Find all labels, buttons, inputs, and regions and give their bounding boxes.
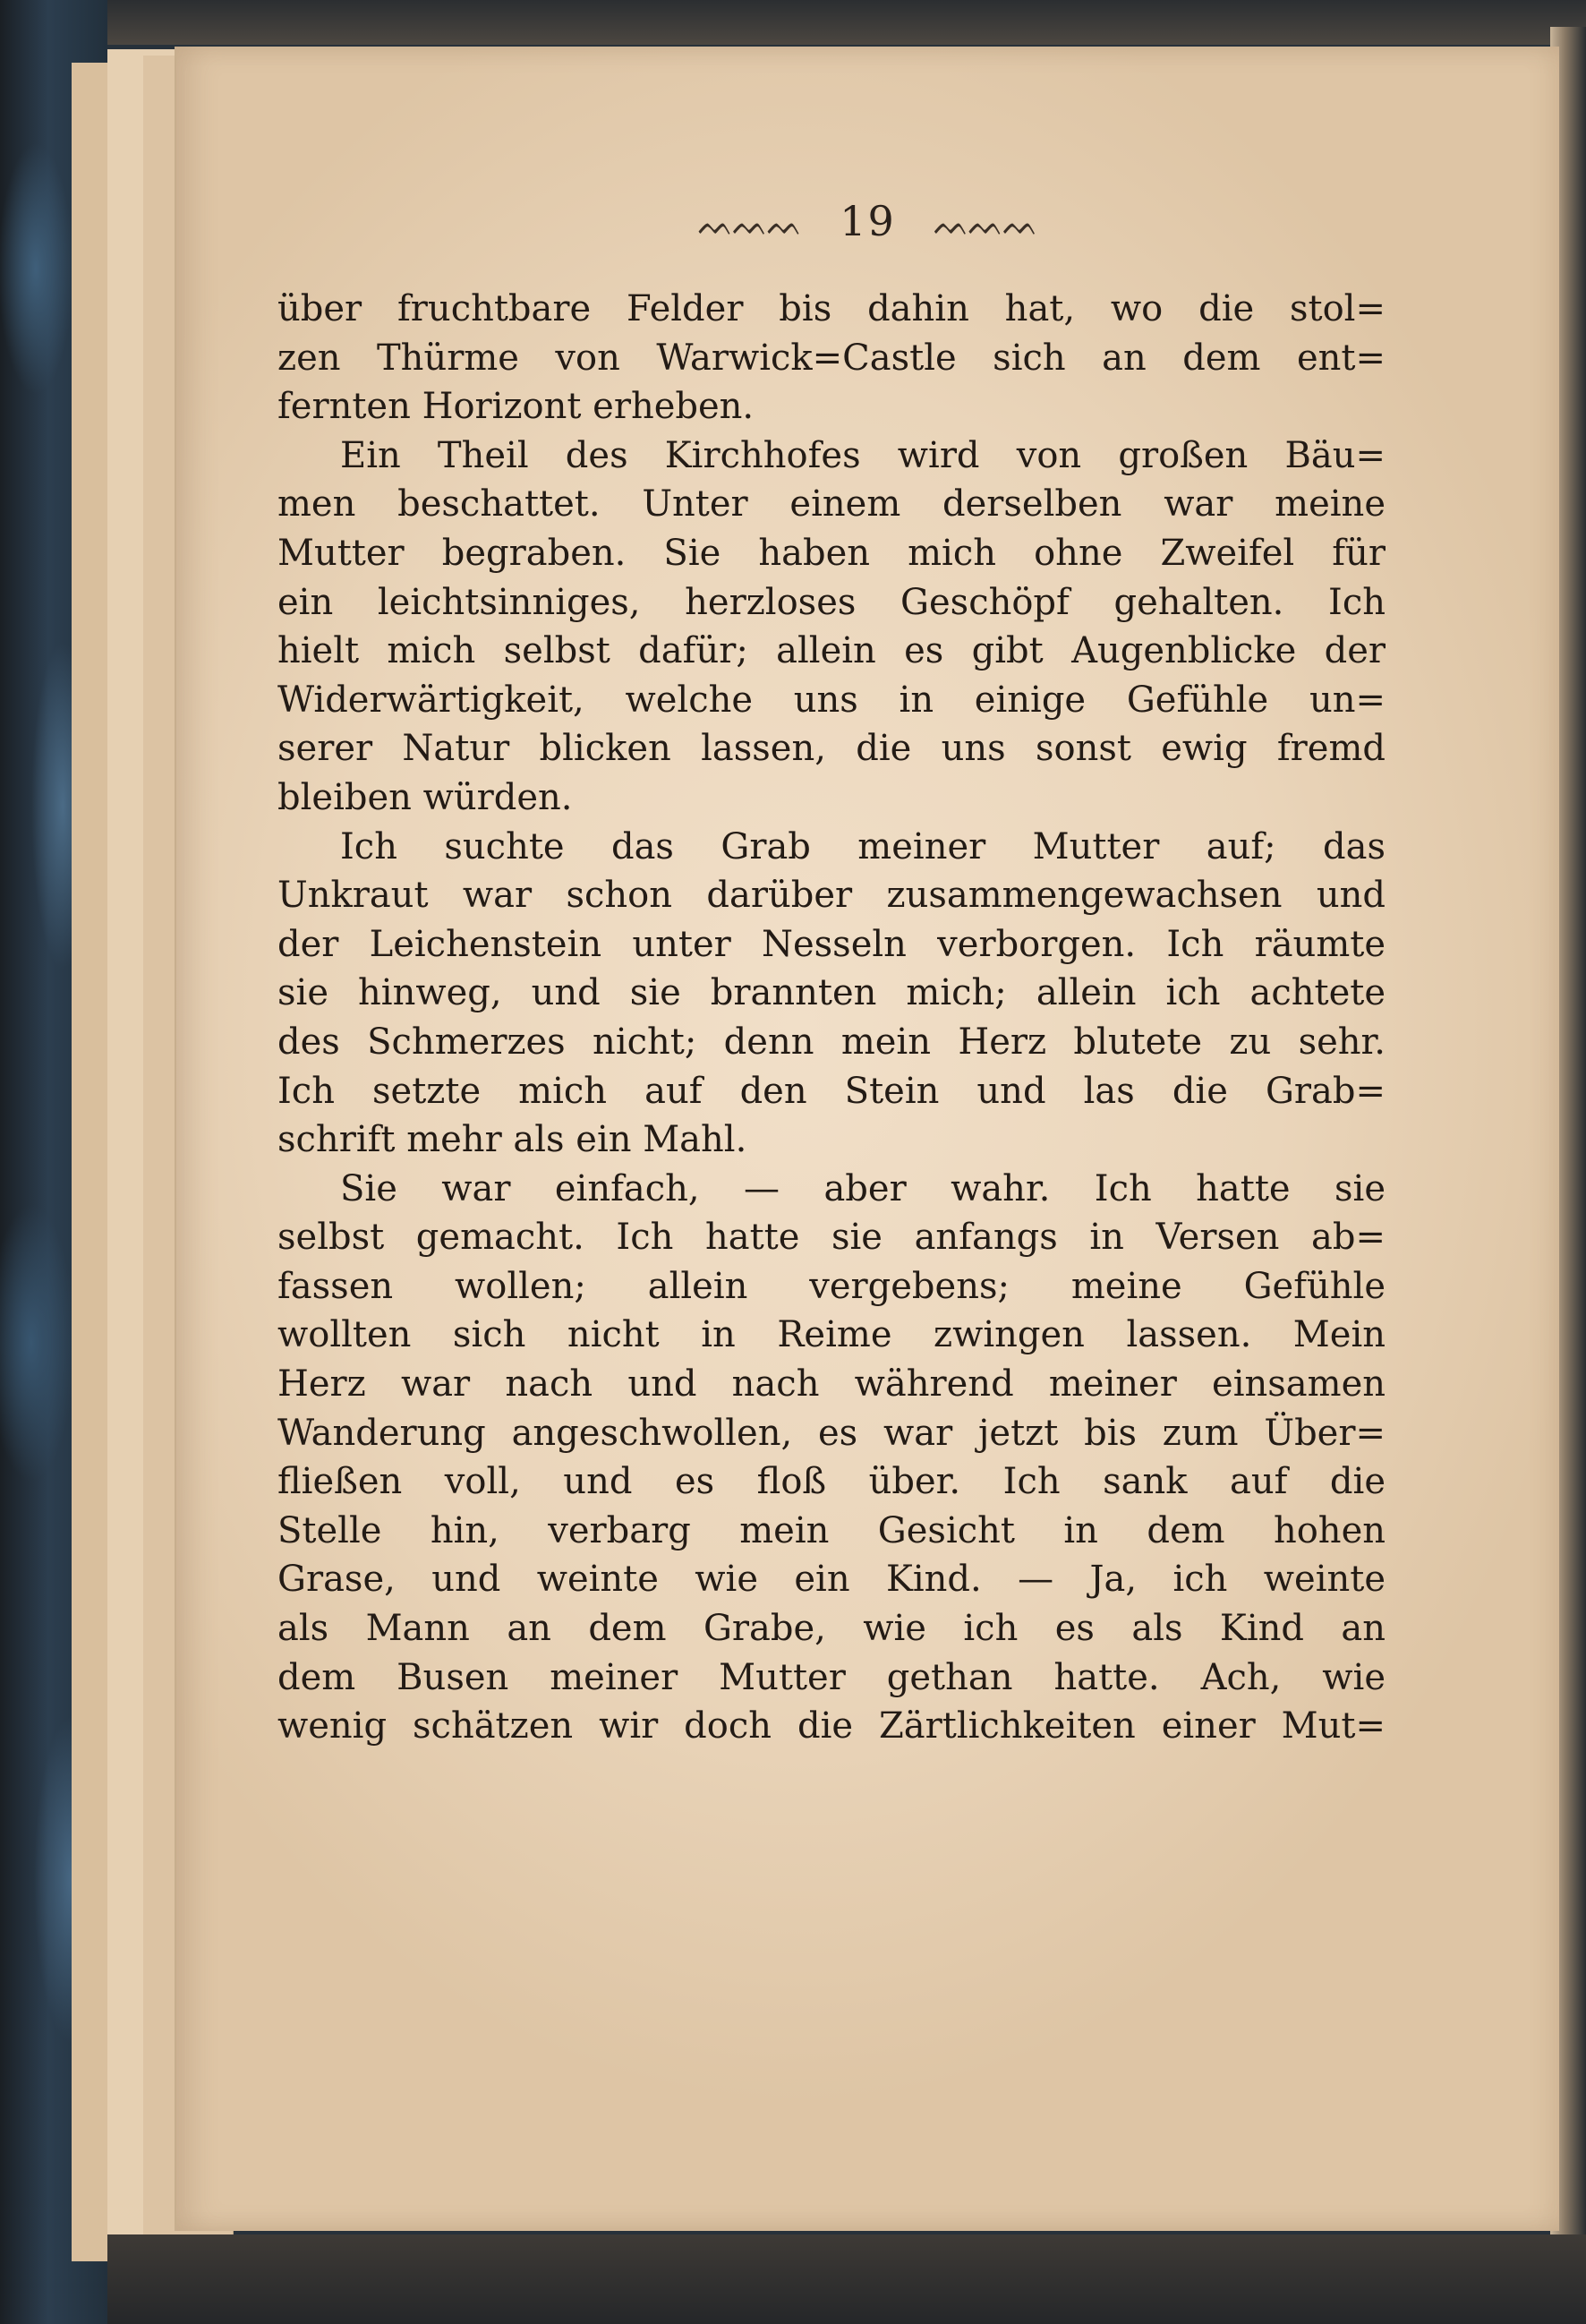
text-line: des Schmerzes nicht; denn mein Herz blutete zu sehr. xyxy=(277,1021,1386,1063)
text-line: Herz war nach und nach während meiner einsamen xyxy=(277,1363,1386,1406)
text-line: Stelle hin, verbarg mein Gesicht in dem hohen xyxy=(277,1509,1386,1551)
page-number: 19 xyxy=(840,197,896,245)
text-line: zen Thürme von Warwick=Castle sich an dem ent= xyxy=(277,337,1386,379)
text-line: über fruchtbare Felder bis dahin hat, wo die stol= xyxy=(277,288,1386,329)
text-line: wenig schätzen wir doch die Zärtlichkeiten einer Mut= xyxy=(277,1705,1386,1747)
text-line: Sie war einfach, — aber wahr. Ich hatte sie xyxy=(340,1167,1386,1209)
text-line: Ich suchte das Grab meiner Mutter auf; das xyxy=(340,825,1386,867)
text-line: schrift mehr als ein Mahl. xyxy=(277,1119,747,1161)
text-line: men beschattet. Unter einem derselben war meine xyxy=(277,483,1386,525)
body-text xyxy=(277,285,1386,1751)
text-line: wollten sich nicht in Reime zwingen lassen. Mein xyxy=(277,1314,1386,1356)
text-line: selbst gemacht. Ich hatte sie anfangs in Versen ab= xyxy=(277,1217,1386,1259)
text-line: sie hinweg, und sie brannten mich; allein ich achtete xyxy=(277,972,1386,1014)
text-line: serer Natur blicken lassen, die uns sonst ewig fremd xyxy=(277,728,1386,770)
text-line: Unkraut war schon darüber zusammengewachsen und xyxy=(277,875,1386,917)
header-ornament-left: ᨓᨓᨓ xyxy=(698,207,802,243)
header-ornament-right: ᨓᨓᨓ xyxy=(934,207,1037,243)
text-line: fernten Horizont erheben. xyxy=(277,386,755,428)
top-edge xyxy=(107,0,1586,45)
text-line: dem Busen meiner Mutter gethan hatte. Ach, wie xyxy=(277,1656,1386,1698)
text-line: fließen voll, und es floß über. Ich sank auf die xyxy=(277,1461,1386,1503)
bottom-edge xyxy=(107,2234,1586,2324)
text-line: Grase, und weinte wie ein Kind. — Ja, ich weinte xyxy=(277,1559,1386,1601)
text-line: bleiben würden. xyxy=(277,776,573,818)
text-line: Wanderung angeschwollen, es war jetzt bis zum Über= xyxy=(277,1412,1386,1454)
text-line: Widerwärtigkeit, welche uns in einige Gefühle un= xyxy=(277,679,1386,721)
text-line: ein leichtsinniges, herzloses Geschöpf gehalten. Ich xyxy=(277,581,1386,623)
text-line: als Mann an dem Grabe, wie ich es als Kind an xyxy=(277,1608,1386,1650)
page-header xyxy=(176,197,1559,245)
text-line: Ein Theil des Kirchhofes wird von großen Bäu= xyxy=(340,434,1386,476)
text-line: fassen wollen; allein vergebens; meine Gefühle xyxy=(277,1265,1386,1307)
text-line: hielt mich selbst dafür; allein es gibt Augenblicke der xyxy=(277,630,1386,672)
text-line: Mutter begraben. Sie haben mich ohne Zweifel für xyxy=(277,532,1386,574)
text-line: der Leichenstein unter Nesseln verborgen. Ich räumte xyxy=(277,923,1386,965)
text-line: Ich setzte mich auf den Stein und las die Grab= xyxy=(277,1070,1386,1112)
